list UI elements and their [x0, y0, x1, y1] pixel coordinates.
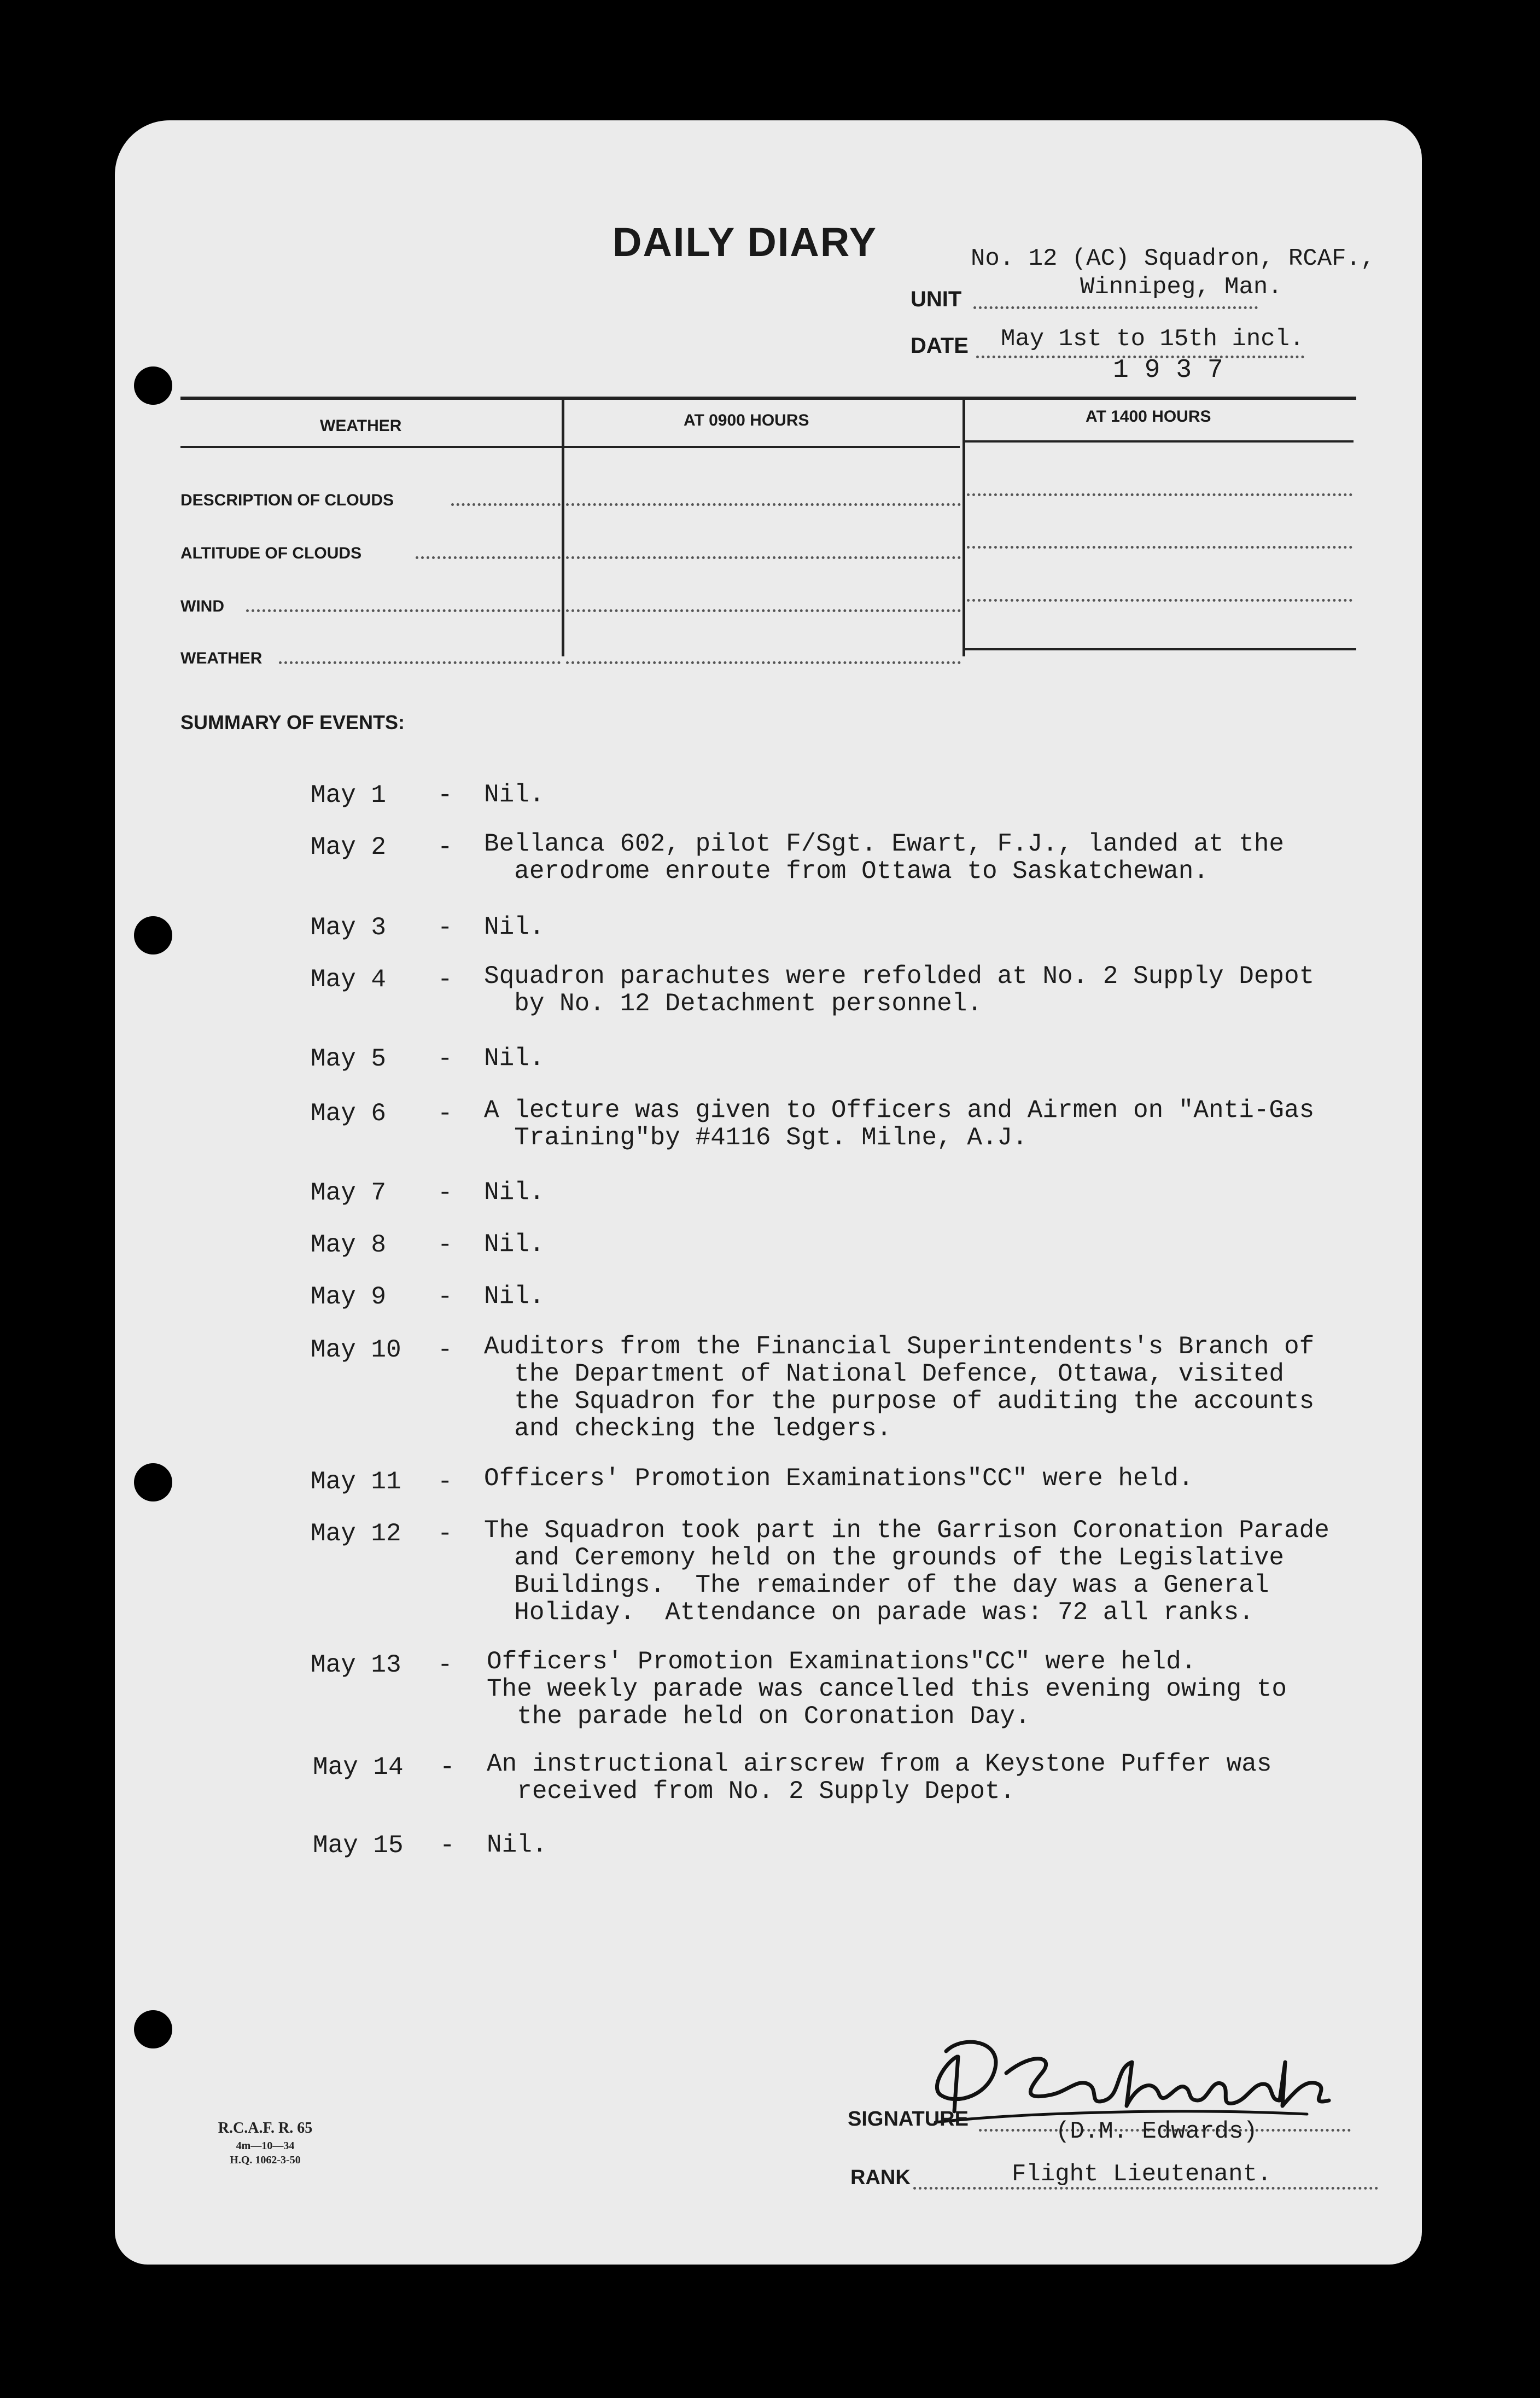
- table-divider: [562, 399, 564, 656]
- binder-hole: [134, 1463, 172, 1501]
- form-title: DAILY DIARY: [612, 219, 877, 265]
- unit-value-line1: No. 12 (AC) Squadron, RCAF.,: [971, 245, 1375, 272]
- entry-text: Officers' Promotion Examinations"CC" were held. The weekly parade was cancelled this evening owing to the parade held on Coronation Day.: [487, 1648, 1287, 1731]
- entry-dash: -: [438, 1045, 453, 1073]
- entry-dash: -: [438, 1336, 453, 1364]
- unit-dotted-line: [973, 306, 1258, 309]
- unit-label: UNIT: [911, 287, 962, 311]
- entry-text: Auditors from the Financial Superintendents's Branch of the Department of National Defence, Ottawa, visited the Squadron for the purpose of auditing the accounts and checking the ledgers.: [484, 1332, 1315, 1443]
- entry-text: Nil.: [484, 1044, 545, 1073]
- entry-text: Officers' Promotion Examinations"CC" were held.: [484, 1464, 1194, 1493]
- row-description-of-clouds: DESCRIPTION OF CLOUDS: [180, 491, 394, 509]
- entry-text: Squadron parachutes were refolded at No. 2 Supply Depot by No. 12 Detachment personnel.: [484, 962, 1315, 1018]
- entry-date: May 10: [311, 1336, 401, 1364]
- form-number-line2: 4m—10—34: [236, 2140, 295, 2152]
- unit-value-line2: Winnipeg, Man.: [1080, 273, 1282, 301]
- year-value: 1 9 3 7: [1113, 356, 1223, 385]
- entry-date: May 7: [311, 1179, 387, 1207]
- entry-dash: -: [438, 781, 453, 810]
- entry-date: May 11: [311, 1468, 401, 1496]
- row-wind: WIND: [180, 597, 224, 615]
- entry-dash: -: [438, 1468, 453, 1496]
- entry-dash: -: [438, 1099, 453, 1128]
- row-dots: [566, 661, 961, 664]
- entry-date: May 1: [311, 781, 387, 810]
- entry-text: An instructional airscrew from a Keystone Puffer was received from No. 2 Supply Depot.: [487, 1750, 1272, 1806]
- row-altitude-of-clouds: ALTITUDE OF CLOUDS: [180, 544, 362, 562]
- entry-date: May 4: [311, 965, 387, 994]
- header-1400: AT 1400 HOURS: [1086, 408, 1211, 426]
- entry-text: Bellanca 602, pilot F/Sgt. Ewart, F.J., landed at the aerodrome enroute from Ottawa to Saskatchewan.: [484, 830, 1285, 886]
- binder-hole: [134, 366, 172, 405]
- row-dots: [416, 556, 561, 559]
- entry-text: Nil.: [487, 1831, 547, 1859]
- entry-dash: -: [438, 1283, 453, 1311]
- entry-date: May 12: [311, 1520, 401, 1548]
- entry-dash: -: [440, 1831, 455, 1860]
- row-weather: WEATHER: [180, 649, 262, 667]
- binder-hole: [134, 916, 172, 954]
- entry-date: May 8: [311, 1231, 387, 1259]
- entry-date: May 3: [311, 913, 387, 942]
- rank-label: RANK: [850, 2166, 911, 2189]
- rank-value: Flight Lieutenant.: [1012, 2161, 1272, 2188]
- entry-text: Nil.: [484, 1178, 545, 1207]
- entry-dash: -: [438, 913, 453, 942]
- row-dots: [967, 493, 1352, 496]
- entry-date: May 2: [311, 833, 387, 862]
- entry-text: Nil.: [484, 1282, 545, 1311]
- entry-dash: -: [438, 1520, 453, 1548]
- form-number-line3: H.Q. 1062-3-50: [230, 2154, 301, 2166]
- table-header-rule: [180, 446, 960, 448]
- form-number-line1: R.C.A.F. R. 65: [218, 2120, 313, 2137]
- entry-dash: -: [438, 965, 453, 994]
- entry-dash: -: [438, 1179, 453, 1207]
- date-label: DATE: [911, 334, 969, 358]
- entry-date: May 5: [311, 1045, 387, 1073]
- row-dots: [566, 556, 961, 559]
- row-dots: [566, 609, 961, 612]
- table-top-rule: [180, 397, 1356, 400]
- entry-date: May 13: [311, 1651, 401, 1679]
- entry-date: May 15: [313, 1831, 404, 1860]
- row-dots: [967, 599, 1352, 602]
- row-dots: [967, 546, 1352, 549]
- entry-text: A lecture was given to Officers and Airmen on "Anti-Gas Training"by #4116 Sgt. Milne, A.J.: [484, 1096, 1315, 1152]
- row-dots: [566, 503, 961, 506]
- table-divider: [962, 399, 965, 656]
- binder-hole: [134, 2010, 172, 2048]
- header-weather: WEATHER: [320, 417, 402, 435]
- entry-date: May 14: [313, 1753, 404, 1782]
- entry-date: May 6: [311, 1099, 387, 1128]
- entry-text: Nil.: [484, 913, 545, 941]
- table-header-rule: [965, 440, 1354, 443]
- entry-text: Nil.: [484, 1230, 545, 1259]
- row-dots: [279, 661, 561, 664]
- header-0900: AT 0900 HOURS: [684, 411, 809, 429]
- entry-text: The Squadron took part in the Garrison Coronation Parade and Ceremony held on the grounds of the Legislative Buildings. The remainder of the day was a General Holiday. Attendance on parade was: 72 all ranks.: [484, 1516, 1329, 1627]
- row-dots: [451, 503, 561, 506]
- entry-dash: -: [438, 1231, 453, 1259]
- entry-dash: -: [440, 1753, 455, 1782]
- signature-label: SIGNATURE: [848, 2108, 969, 2131]
- entry-dash: -: [438, 833, 453, 862]
- row-dots: [246, 609, 561, 612]
- entry-text: Nil.: [484, 781, 545, 809]
- summary-heading: SUMMARY OF EVENTS:: [180, 711, 405, 734]
- entry-dash: -: [438, 1651, 453, 1679]
- entry-date: May 9: [311, 1283, 387, 1311]
- signature-typed-name: (D.M. Edwards): [1055, 2118, 1258, 2145]
- date-value: May 1st to 15th incl.: [1001, 325, 1304, 353]
- table-bottom-rule: [965, 648, 1356, 650]
- diary-page: [115, 120, 1422, 2265]
